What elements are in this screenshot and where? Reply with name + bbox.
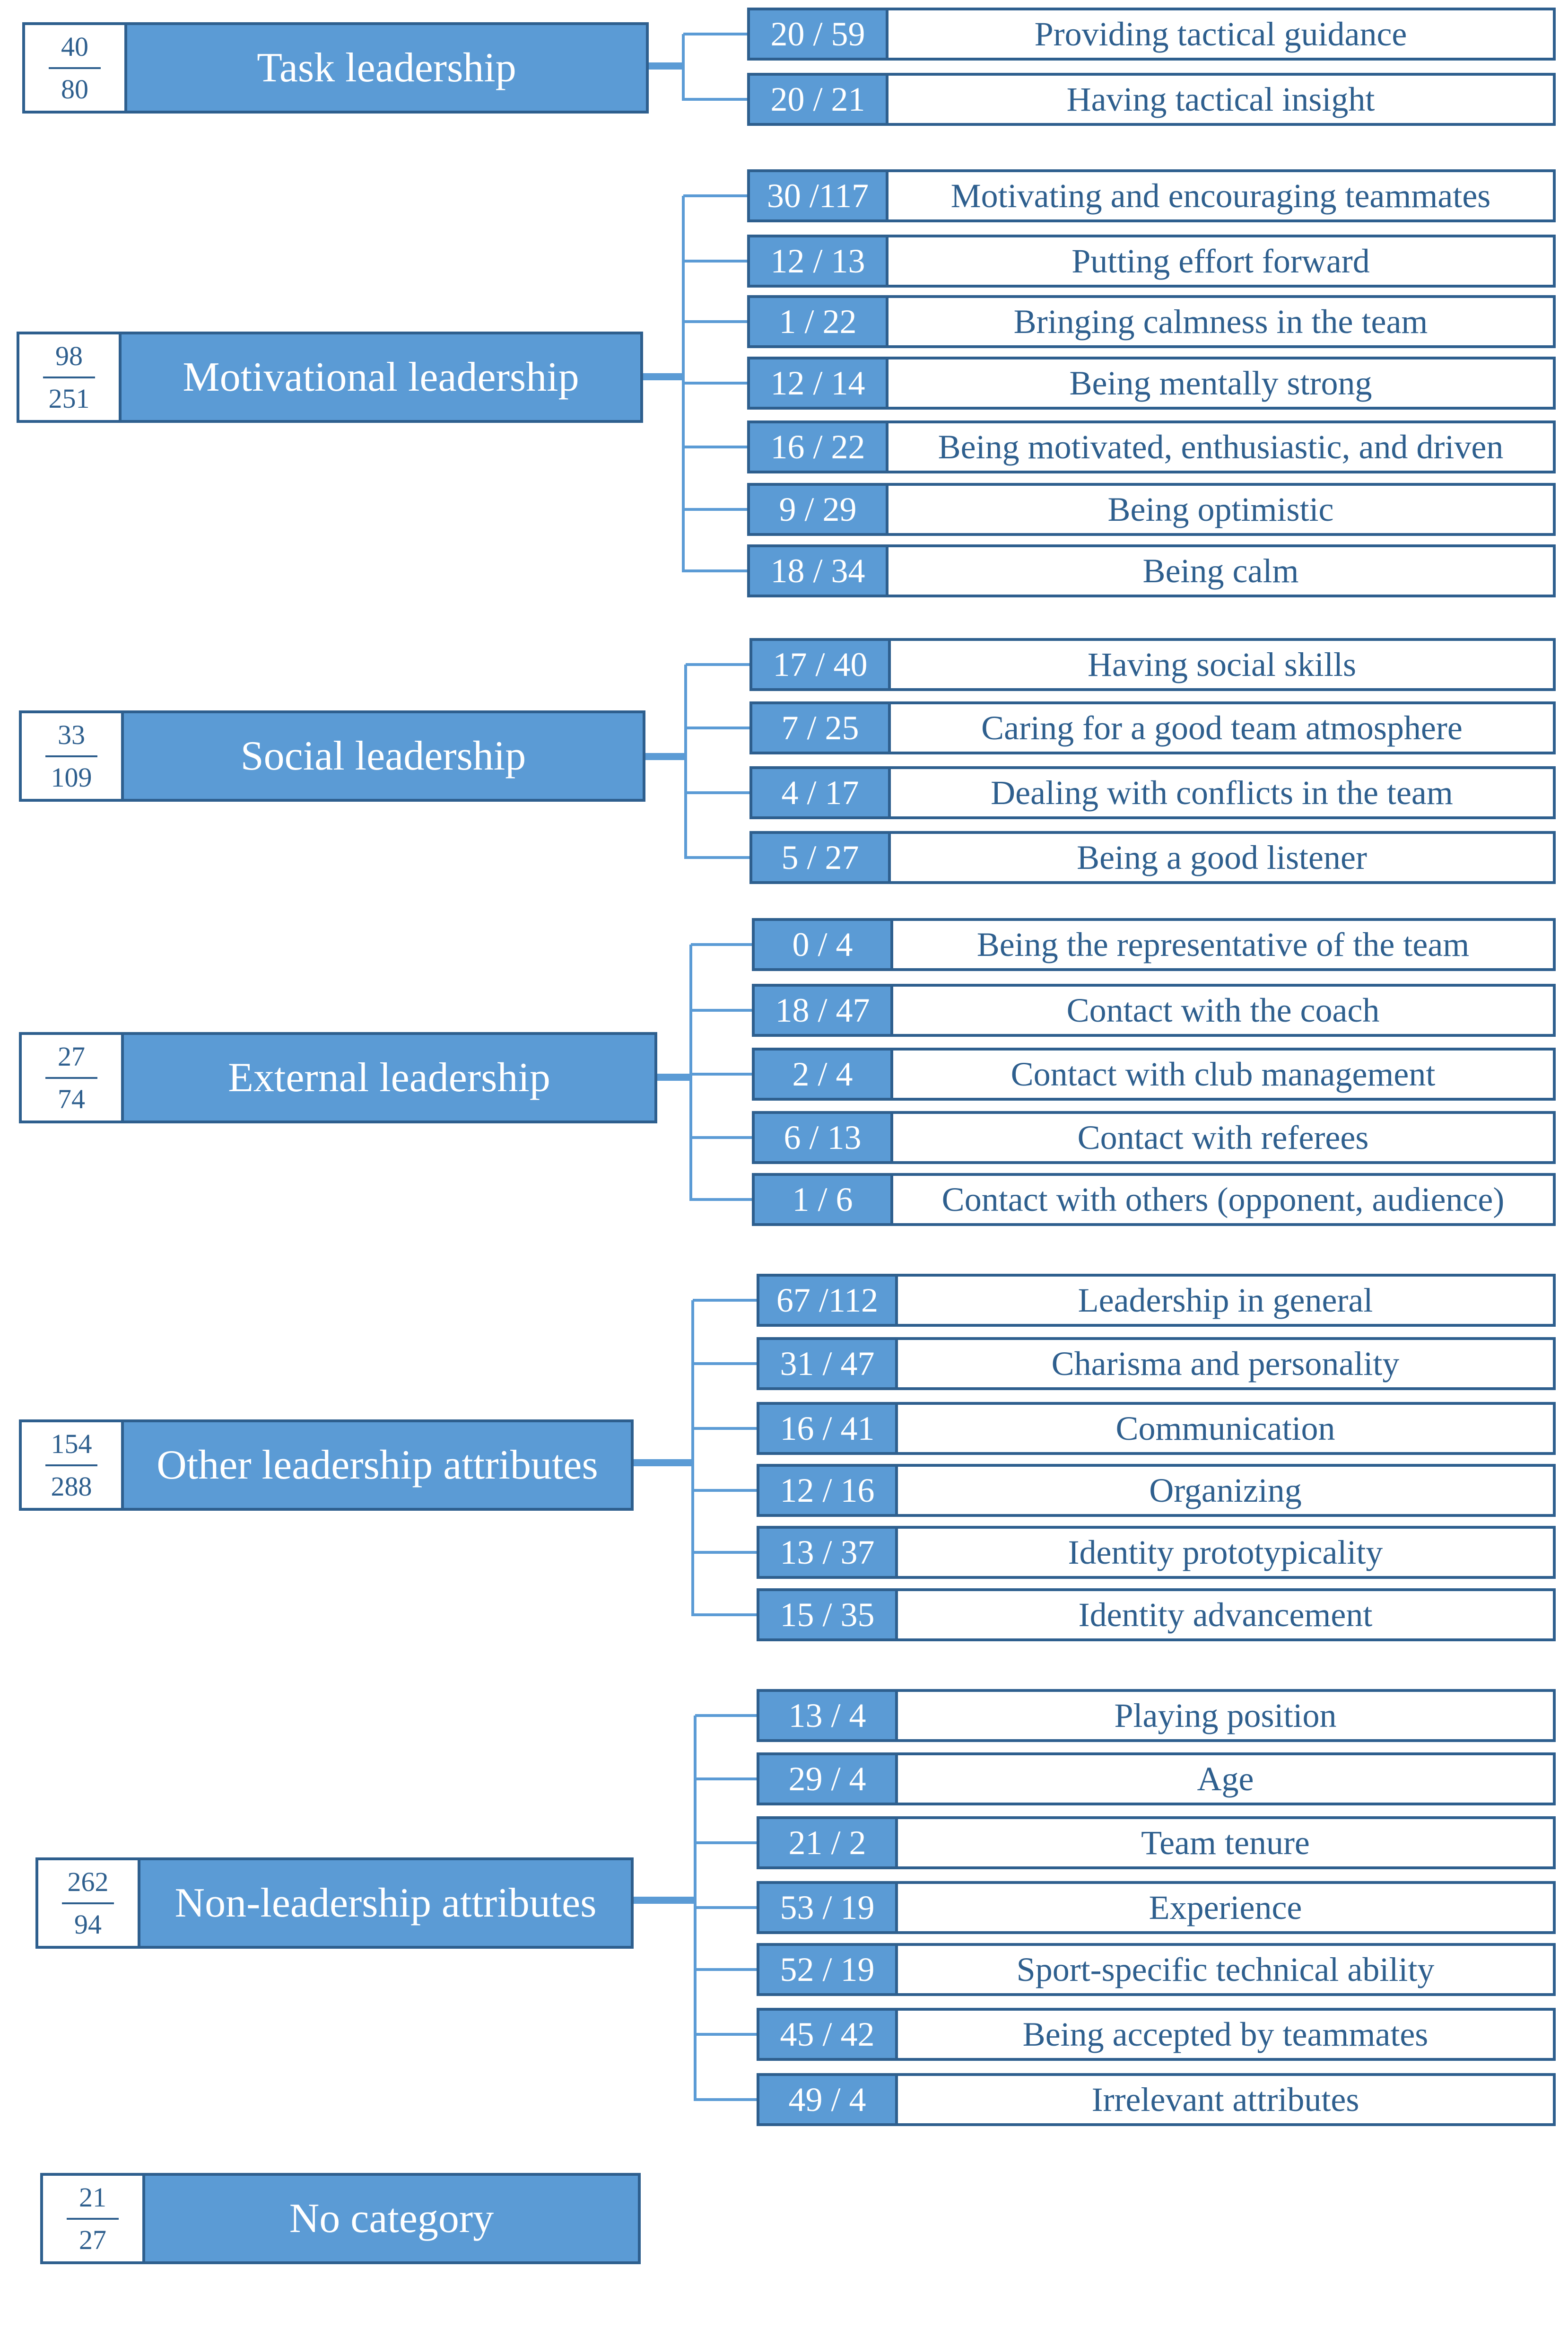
subcategory-count: 13 / 37: [759, 1529, 898, 1576]
subcategory-count: 21 / 2: [759, 1819, 898, 1866]
branch-stub: [683, 508, 747, 511]
fraction-bar: [43, 376, 95, 378]
fraction-numerator: 27: [58, 1041, 85, 1072]
subcategory-count: 31 / 47: [759, 1340, 898, 1387]
category-fraction: [22, 1035, 124, 1121]
subcategory-label: Motivating and encouraging teammates: [950, 176, 1491, 215]
subcategory-box: [757, 1689, 1556, 1742]
branch-stub: [691, 943, 752, 946]
subcategory-box: [749, 766, 1556, 819]
subcategory-label: Contact with club management: [1010, 1055, 1436, 1093]
subcategory-label: Charisma and personality: [1051, 1344, 1400, 1383]
subcategory-count: 18 / 34: [750, 547, 889, 595]
subcategory-count: 49 / 4: [759, 2076, 898, 2123]
fraction-bar: [45, 755, 97, 757]
subcategory-count: 20 / 59: [750, 10, 889, 58]
category-fraction: [25, 25, 127, 111]
subcategory-count: 20 / 21: [750, 76, 889, 123]
subcategory-box: [752, 1048, 1556, 1101]
subcategory-label: Experience: [1149, 1888, 1302, 1926]
subcategory-box: [757, 1274, 1556, 1327]
fraction-numerator: 21: [79, 2181, 106, 2213]
category-connector: [634, 1459, 694, 1466]
subcategory-box: [752, 1111, 1556, 1164]
subcategory-label: Being a good listener: [1077, 838, 1367, 876]
branch-stub: [686, 856, 749, 859]
category-box: [19, 710, 645, 802]
fraction-denominator: 74: [58, 1083, 85, 1114]
fraction-denominator: 288: [51, 1471, 92, 1502]
subcategory-box: [757, 2008, 1556, 2061]
branch-stub: [695, 1968, 757, 1971]
subcategory-count: 16 / 41: [759, 1405, 898, 1452]
category-box: [40, 2173, 641, 2264]
branch-stub: [683, 98, 747, 101]
subcategory-label: Age: [1197, 1760, 1254, 1798]
category-connector: [634, 1897, 697, 1904]
branch-stub: [683, 194, 747, 197]
fraction-bar: [62, 1902, 114, 1904]
subcategory-box: [747, 295, 1556, 348]
branch-stub: [686, 727, 749, 729]
branch-stub: [695, 1777, 757, 1780]
category-connector: [649, 62, 685, 70]
subcategory-box: [747, 235, 1556, 288]
subcategory-label: Providing tactical guidance: [1034, 15, 1407, 53]
fraction-denominator: 94: [74, 1909, 102, 1940]
category-connector: [643, 373, 685, 380]
subcategory-count: 4 / 17: [752, 769, 891, 816]
subcategory-box: [757, 1464, 1556, 1517]
branch-stub: [693, 1551, 757, 1554]
fraction-numerator: 98: [55, 340, 83, 371]
category-name: No category: [145, 2176, 638, 2261]
subcategory-count: 1 / 22: [750, 298, 889, 345]
subcategory-count: 13 / 4: [759, 1692, 898, 1739]
branch-trunk: [682, 34, 685, 101]
subcategory-count: 7 / 25: [752, 704, 891, 752]
branch-stub: [686, 791, 749, 794]
fraction-bar: [67, 2218, 119, 2220]
subcategory-label: Team tenure: [1141, 1823, 1310, 1862]
subcategory-count: 12 / 13: [750, 237, 889, 285]
subcategory-count: 29 / 4: [759, 1755, 898, 1803]
subcategory-count: 53 / 19: [759, 1884, 898, 1931]
branch-stub: [695, 1841, 757, 1844]
subcategory-label: Dealing with conflicts in the team: [991, 773, 1453, 812]
fraction-numerator: 154: [51, 1428, 92, 1459]
branch-stub: [683, 260, 747, 263]
branch-stub: [693, 1613, 757, 1616]
branch-stub: [683, 446, 747, 448]
subcategory-box: [752, 918, 1556, 971]
subcategory-count: 12 / 14: [750, 359, 889, 407]
subcategory-count: 2 / 4: [755, 1051, 893, 1098]
subcategory-count: 0 / 4: [755, 921, 893, 968]
subcategory-count: 9 / 29: [750, 486, 889, 533]
subcategory-box: [757, 1752, 1556, 1805]
branch-stub: [686, 663, 749, 666]
fraction-denominator: 80: [61, 73, 88, 105]
fraction-bar: [49, 67, 101, 69]
branch-stub: [695, 2033, 757, 2036]
subcategory-count: 5 / 27: [752, 834, 891, 881]
subcategory-box: [757, 2073, 1556, 2126]
subcategory-box: [757, 1588, 1556, 1641]
subcategory-box: [757, 1881, 1556, 1934]
category-box: [19, 1032, 657, 1123]
subcategory-label: Identity prototypicality: [1068, 1533, 1383, 1571]
subcategory-count: 1 / 6: [755, 1176, 893, 1223]
category-name: Other leadership attributes: [124, 1422, 631, 1508]
subcategory-box: [747, 544, 1556, 597]
branch-trunk: [684, 665, 687, 859]
subcategory-count: 12 / 16: [759, 1467, 898, 1514]
subcategory-count: 67 /112: [759, 1277, 898, 1324]
subcategory-label: Being calm: [1142, 552, 1299, 590]
subcategory-count: 16 / 22: [750, 423, 889, 471]
subcategory-label: Having tactical insight: [1066, 80, 1375, 118]
branch-stub: [693, 1489, 757, 1492]
subcategory-label: Contact with others (opponent, audience): [941, 1180, 1505, 1218]
subcategory-box: [757, 1402, 1556, 1455]
category-fraction: [43, 2176, 145, 2261]
subcategory-label: Being motivated, enthusiastic, and driven: [938, 428, 1504, 466]
subcategory-label: Leadership in general: [1078, 1281, 1373, 1319]
subcategory-box: [747, 357, 1556, 410]
branch-stub: [695, 1714, 757, 1717]
category-connector: [645, 753, 687, 760]
branch-stub: [691, 1073, 752, 1076]
branch-stub: [683, 382, 747, 385]
subcategory-box: [749, 638, 1556, 691]
fraction-denominator: 27: [79, 2224, 106, 2255]
subcategory-box: [747, 169, 1556, 222]
subcategory-box: [747, 420, 1556, 473]
subcategory-label: Identity advancement: [1078, 1595, 1373, 1634]
fraction-denominator: 251: [48, 383, 90, 414]
category-box: [17, 332, 643, 423]
subcategory-label: Contact with the coach: [1066, 991, 1380, 1029]
subcategory-count: 6 / 13: [755, 1114, 893, 1161]
branch-stub: [683, 33, 747, 35]
category-box: [19, 1419, 634, 1511]
subcategory-count: 18 / 47: [755, 987, 893, 1034]
branch-stub: [693, 1362, 757, 1365]
subcategory-box: [747, 8, 1556, 61]
subcategory-box: [757, 1526, 1556, 1579]
category-name: External leadership: [124, 1035, 654, 1121]
subcategory-box: [757, 1816, 1556, 1869]
subcategory-box: [749, 831, 1556, 884]
branch-stub: [683, 569, 747, 572]
subcategory-box: [757, 1943, 1556, 1996]
subcategory-count: 30 /117: [750, 172, 889, 219]
subcategory-box: [752, 984, 1556, 1037]
subcategory-box: [757, 1337, 1556, 1390]
branch-stub: [693, 1299, 757, 1302]
fraction-numerator: 262: [67, 1866, 109, 1897]
subcategory-box: [747, 73, 1556, 126]
branch-stub: [695, 1906, 757, 1909]
subcategory-label: Being accepted by teammates: [1022, 2015, 1429, 2053]
branch-stub: [683, 320, 747, 323]
category-box: [22, 22, 649, 114]
branch-stub: [695, 2098, 757, 2101]
subcategory-label: Being the representative of the team: [976, 925, 1470, 963]
subcategory-label: Being optimistic: [1107, 490, 1334, 528]
branch-stub: [691, 1009, 752, 1012]
subcategory-box: [749, 701, 1556, 754]
category-fraction: [38, 1860, 140, 1946]
subcategory-label: Caring for a good team atmosphere: [981, 709, 1463, 747]
subcategory-label: Being mentally strong: [1069, 364, 1372, 402]
subcategory-label: Organizing: [1149, 1471, 1302, 1509]
subcategory-label: Putting effort forward: [1071, 242, 1370, 280]
subcategory-label: Irrelevant attributes: [1091, 2080, 1359, 2119]
subcategory-label: Playing position: [1114, 1696, 1337, 1734]
subcategory-count: 45 / 42: [759, 2011, 898, 2058]
fraction-bar: [45, 1464, 97, 1466]
category-fraction: [22, 1422, 124, 1508]
branch-trunk: [691, 1300, 694, 1616]
branch-stub: [691, 1136, 752, 1139]
subcategory-label: Contact with referees: [1077, 1118, 1369, 1156]
category-name: Motivational leadership: [122, 334, 640, 420]
subcategory-label: Bringing calmness in the team: [1013, 302, 1428, 341]
category-name: Non-leadership attributes: [140, 1860, 631, 1946]
subcategory-count: 17 / 40: [752, 641, 891, 688]
subcategory-label: Having social skills: [1088, 645, 1356, 683]
category-name: Task leadership: [127, 25, 646, 111]
subcategory-count: 15 / 35: [759, 1591, 898, 1638]
category-connector: [657, 1074, 692, 1081]
subcategory-count: 52 / 19: [759, 1946, 898, 1993]
fraction-denominator: 109: [51, 762, 92, 793]
fraction-bar: [45, 1077, 97, 1079]
branch-stub: [693, 1427, 757, 1430]
category-name: Social leadership: [124, 713, 643, 799]
subcategory-label: Communication: [1115, 1409, 1335, 1447]
subcategory-box: [752, 1173, 1556, 1226]
category-fraction: [22, 713, 124, 799]
category-box: [35, 1857, 634, 1949]
branch-stub: [691, 1198, 752, 1201]
subcategory-label: Sport-specific technical ability: [1016, 1950, 1435, 1988]
category-fraction: [19, 334, 122, 420]
fraction-numerator: 33: [58, 719, 85, 750]
subcategory-box: [747, 483, 1556, 536]
fraction-numerator: 40: [61, 31, 88, 62]
